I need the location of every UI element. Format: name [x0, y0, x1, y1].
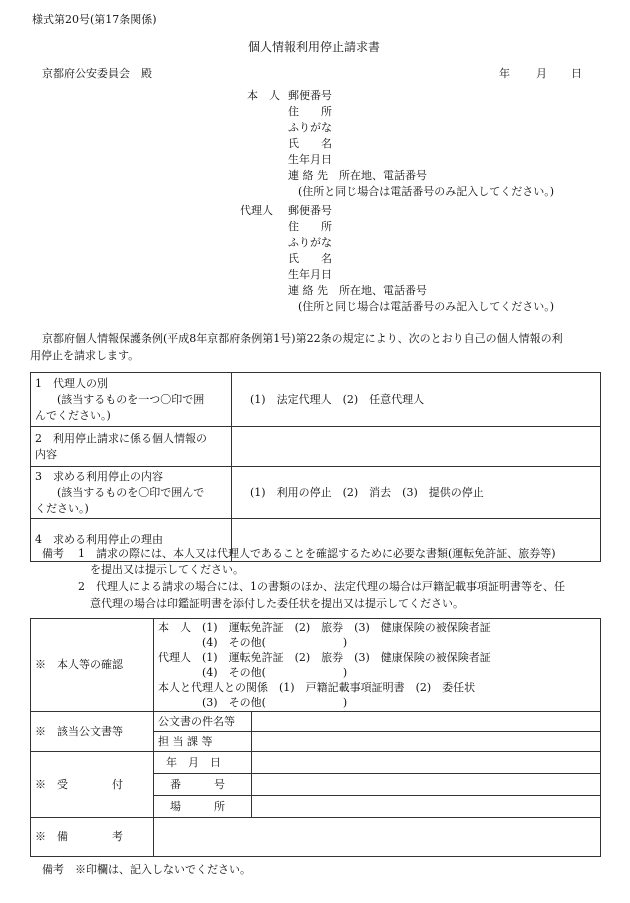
receipt-place-label: 場 所 [154, 796, 252, 818]
agent-contact-note: (住所と同じ場合は電話番号のみ記入してください。) [298, 300, 555, 313]
intro-line-1: 京都府個人情報保護条例(平成8年京都府条例第1号)第22条の規定により、次のとおり自己の個人情報の利 [42, 332, 563, 345]
receipt-date-input[interactable] [252, 752, 601, 774]
table-row [31, 427, 601, 467]
stop-content-instruction-1: (該当するものを〇印で囲んで [57, 485, 205, 499]
docs-subject-label: 公文書の件名等 [154, 712, 252, 732]
docs-section-label: 担 当 課 等 [154, 732, 252, 752]
remarks-heading: 備考 [42, 547, 64, 560]
remarks-item-1-b: を提出又は提示してください。 [90, 563, 244, 576]
stop-content-options[interactable]: (1) 利用の停止 (2) 消去 (3) 提供の停止 [232, 467, 601, 519]
page-title: 個人情報利用停止請求書 [248, 40, 381, 54]
confirm-line-5: 本人と代理人との関係 (1) 戸籍記載事項証明書 (2) 委任状 [158, 681, 476, 694]
agent-type-options[interactable]: (1) 法定代理人 (2) 任意代理人 [232, 373, 601, 427]
self-contact-note: (住所と同じ場合は電話番号のみ記入してください。) [298, 185, 555, 198]
confirm-line-1: 本 人 (1) 運転免許証 (2) 旅券 (3) 健康保険の被保険者証 [158, 621, 491, 634]
remarks-item-2-b: 意代理の場合は印鑑証明書を添付した委任状を提出又は提示してください。 [90, 597, 464, 610]
remarks-item-1-a: 1 請求の際には、本人又は代理人であることを確認するために必要な書類(運転免許証、旅券等) [78, 547, 556, 560]
remarks-item-2-a: 2 代理人による請求の場合には、1の書類のほか、法定代理の場合は戸籍記載事項証明書等を、任 [78, 580, 565, 593]
confirm-content [154, 619, 601, 712]
confirm-line-6: (3) その他( ) [158, 696, 348, 709]
docs-label: ※ 該当公文書等 [31, 712, 154, 752]
confirm-line-4: (4) その他( ) [158, 666, 348, 679]
agent-field-postal: 郵便番号 [288, 204, 332, 217]
confirm-label: ※ 本人等の確認 [31, 619, 154, 712]
self-field-address: 住 所 [288, 105, 332, 118]
receipt-number-label: 番 号 [154, 774, 252, 796]
personal-info-label-2: 内容 [35, 447, 57, 461]
personal-info-label-cell [31, 427, 232, 467]
date-month-label: 月 [536, 67, 547, 80]
agent-field-birthdate: 生年月日 [288, 268, 332, 281]
stop-content-label: 3 求める利用停止の内容 [35, 469, 163, 483]
receipt-place-input[interactable] [252, 796, 601, 818]
personal-info-label-1: 2 利用停止請求に係る個人情報の [35, 431, 207, 445]
agent-type-instruction-1: (該当するものを一つ〇印で囲 [57, 392, 205, 406]
agent-label: 代理人 [240, 204, 273, 217]
table-row [31, 752, 601, 774]
self-label: 本 人 [247, 89, 280, 102]
agent-field-name: 氏 名 [288, 252, 332, 265]
receipt-label: ※ 受 付 [31, 752, 154, 818]
form-number: 様式第20号(第17条関係) [32, 13, 157, 26]
office-remarks-label: ※ 備 考 [31, 818, 154, 857]
table-row [31, 467, 601, 519]
agent-field-furigana: ふりがな [288, 236, 332, 249]
receipt-number-input[interactable] [252, 774, 601, 796]
docs-section-input[interactable] [252, 732, 601, 752]
stop-content-label-cell [31, 467, 232, 519]
date-day-label: 日 [571, 67, 582, 80]
agent-field-contact: 連 絡 先 所在地、電話番号 [288, 284, 427, 297]
addressee: 京都府公安委員会 殿 [42, 67, 152, 80]
self-field-birthdate: 生年月日 [288, 153, 332, 166]
self-field-postal: 郵便番号 [288, 89, 332, 102]
office-use-table [30, 618, 601, 857]
table-row [31, 619, 601, 712]
agent-type-label-cell [31, 373, 232, 427]
docs-subject-input[interactable] [252, 712, 601, 732]
request-table [30, 372, 601, 562]
self-field-furigana: ふりがな [288, 121, 332, 134]
self-field-name: 氏 名 [288, 137, 332, 150]
confirm-line-2: (4) その他( ) [158, 636, 348, 649]
intro-line-2: 用停止を請求します。 [30, 349, 140, 362]
confirm-line-3: 代理人 (1) 運転免許証 (2) 旅券 (3) 健康保険の被保険者証 [158, 651, 491, 664]
receipt-date-label: 年 月 日 [154, 752, 252, 774]
agent-field-address: 住 所 [288, 220, 332, 233]
table-row [31, 712, 601, 732]
footer-note: 備考 ※印欄は、記入しないでください。 [42, 863, 251, 876]
agent-type-instruction-2: んでください。) [35, 408, 111, 422]
personal-info-input[interactable] [232, 427, 601, 467]
date-year-label: 年 [499, 67, 510, 80]
agent-type-label: 1 代理人の別 [35, 376, 108, 390]
table-row [31, 818, 601, 857]
table-row [31, 373, 601, 427]
self-field-contact: 連 絡 先 所在地、電話番号 [288, 169, 427, 182]
stop-reason-label: 4 求める利用停止の理由 [31, 519, 232, 562]
stop-content-instruction-2: ください。) [35, 501, 89, 515]
office-remarks-input[interactable] [154, 818, 601, 857]
